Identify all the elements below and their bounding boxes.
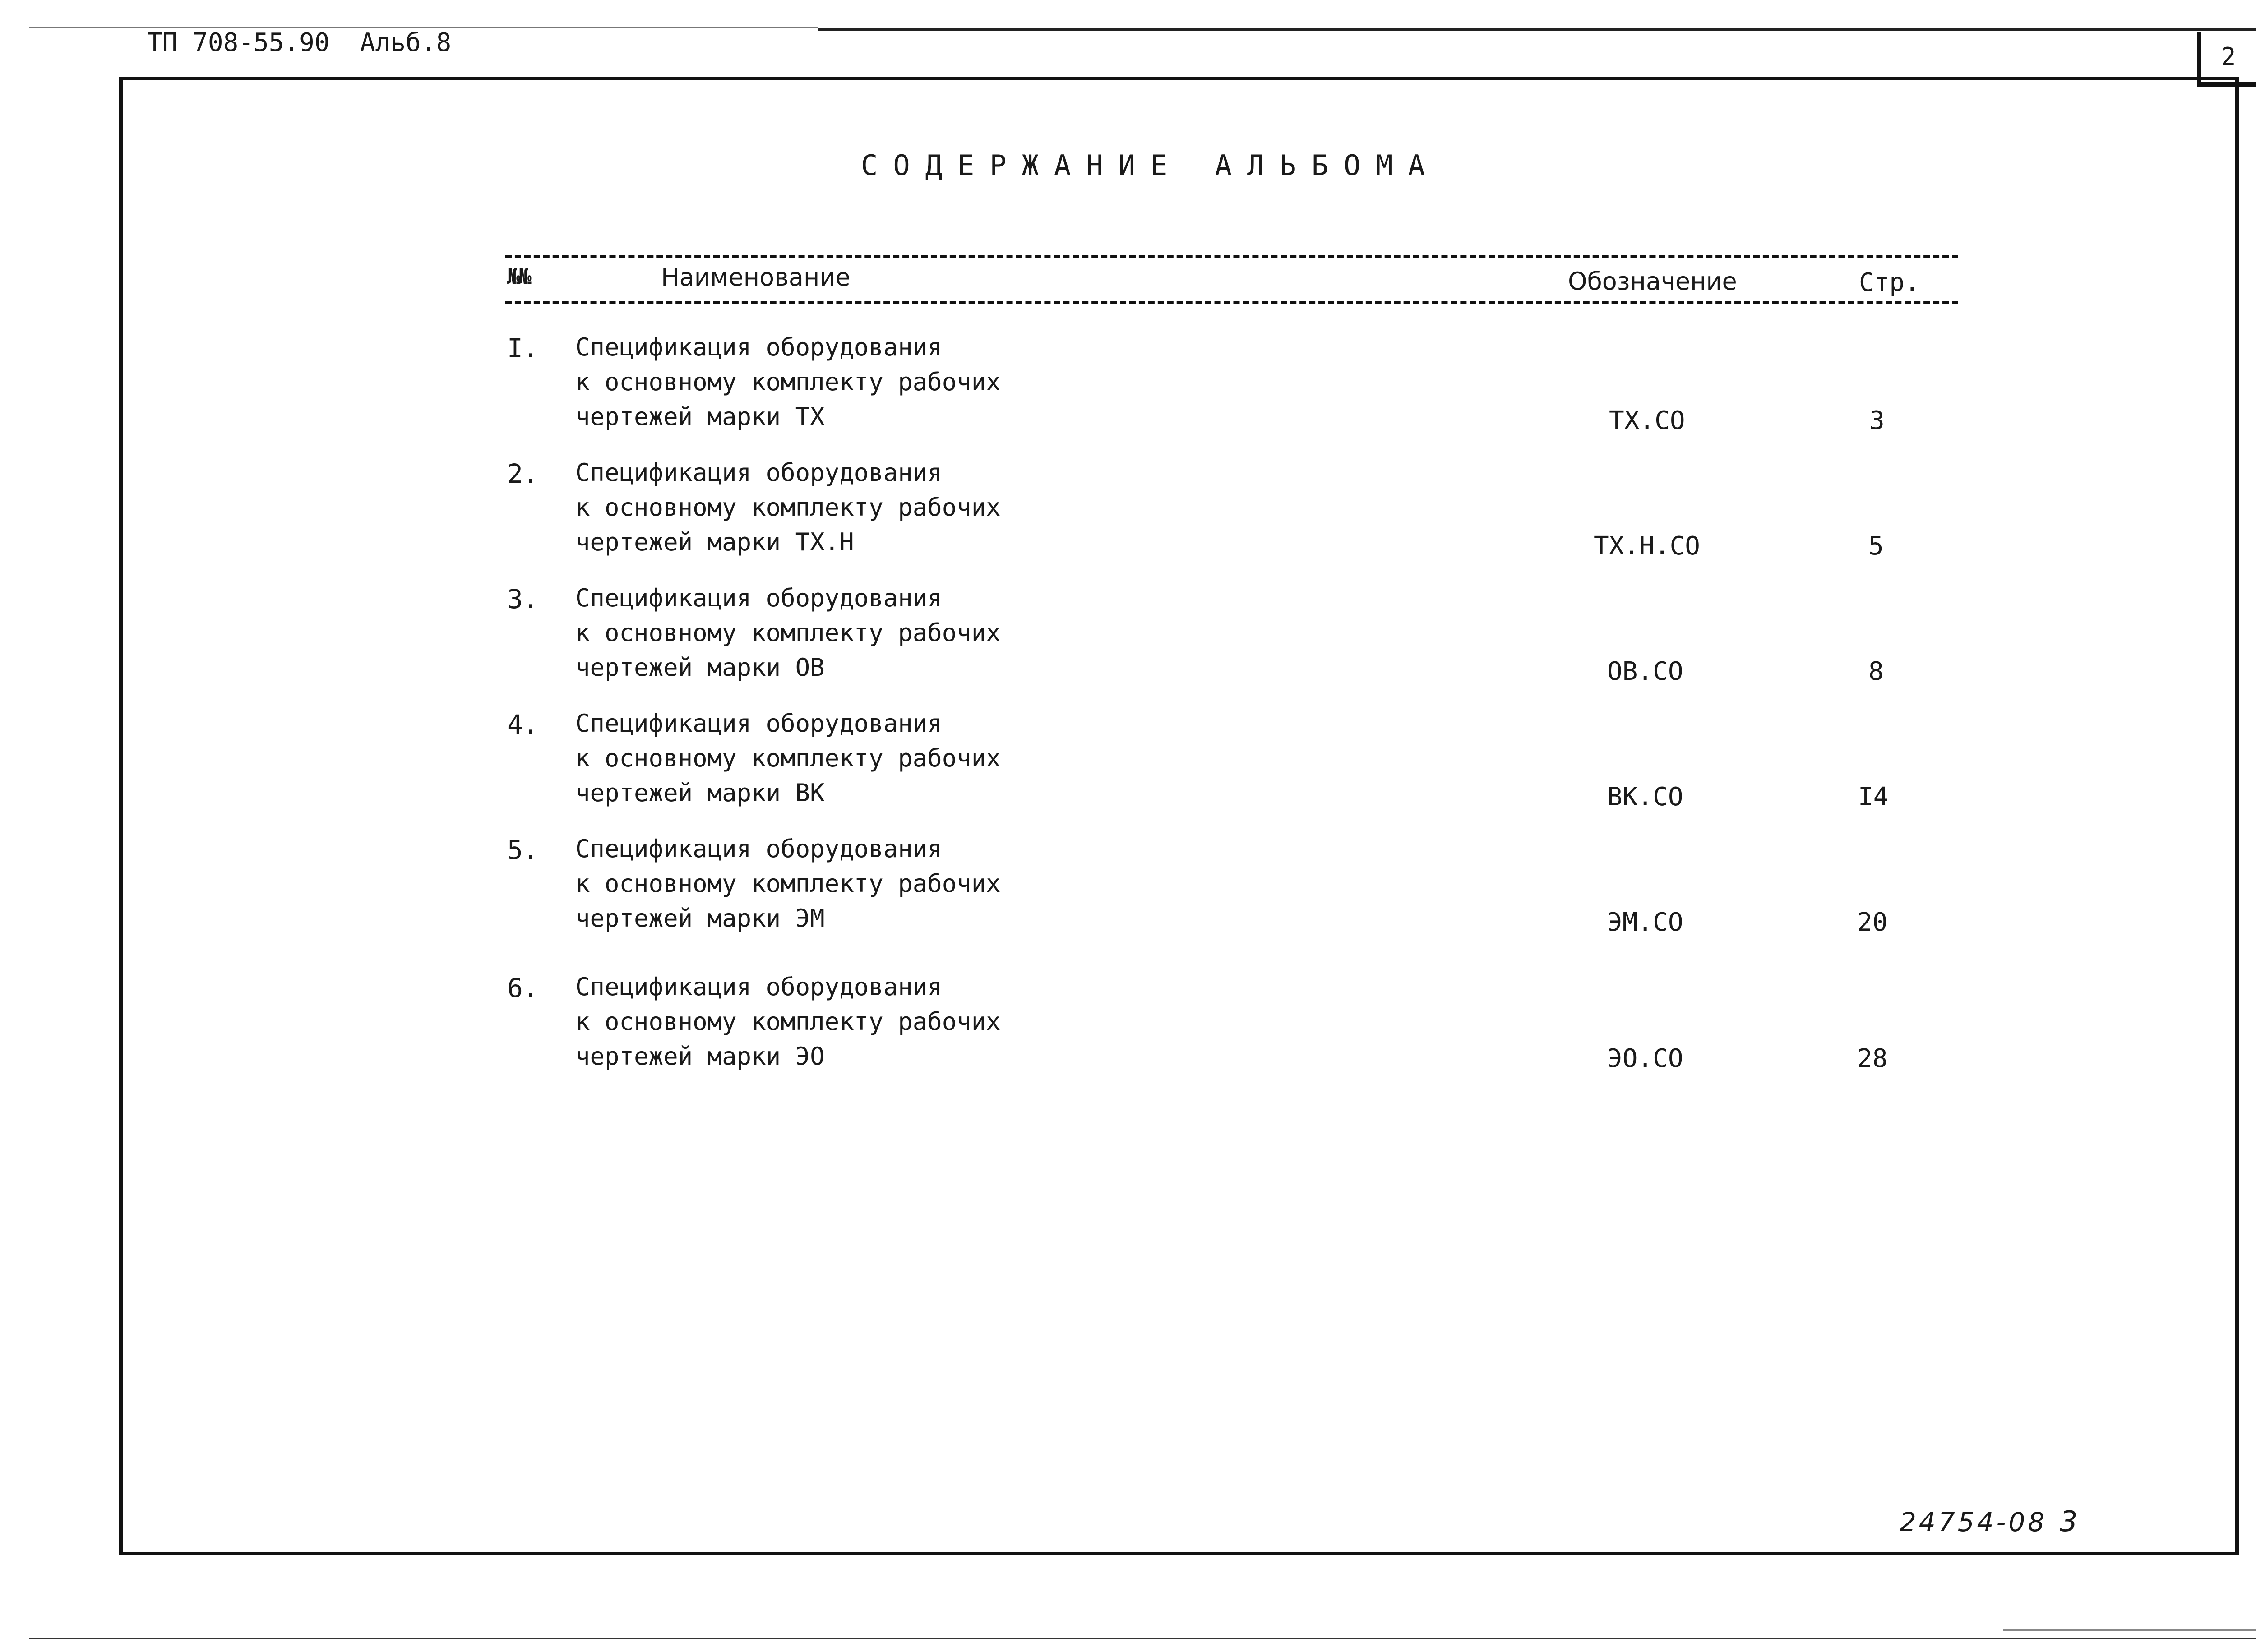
top-line-left (29, 27, 818, 28)
row-2-name-line-3: чертежей марки ТХ.Н (575, 528, 854, 556)
row-5-page: 20 (1857, 908, 1888, 937)
row-1-designation: ТХ.СО (1609, 406, 1685, 435)
page-number: 2 (2221, 42, 2236, 71)
row-2-name-line-1: Спецификация оборудования (575, 458, 942, 487)
row-3-page: 8 (1868, 657, 1884, 686)
column-header-number: №№ (507, 264, 530, 289)
row-3-name-line-1: Спецификация оборудования (575, 584, 942, 612)
header-dashed-top (505, 255, 1958, 258)
row-3-name-line-3: чертежей марки ОВ (575, 653, 825, 682)
row-1-name-line-2: к основному комплекту рабочих (575, 368, 1001, 396)
row-5-designation: ЭМ.СО (1607, 908, 1683, 937)
row-1-page: 3 (1869, 406, 1885, 435)
row-5-name-line-3: чертежей марки ЭМ (575, 904, 825, 932)
column-header-designation: Обозначение (1568, 267, 1737, 295)
row-4-designation: ВК.СО (1607, 782, 1683, 812)
row-5-name-line-2: к основному комплекту рабочих (575, 869, 1001, 898)
row-4-name-line-2: к основному комплекту рабочих (575, 744, 1001, 772)
row-3-number: 3. (507, 584, 539, 614)
frame-corner-line (2197, 84, 2256, 87)
album-label: Альб.8 (360, 28, 452, 57)
row-3-name-line-2: к основному комплекту рабочих (575, 618, 1001, 647)
row-6-page: 28 (1857, 1044, 1888, 1073)
sheet-number: 3 (2060, 1505, 2078, 1538)
column-header-page: Стр. (1859, 268, 1920, 297)
top-line-right (818, 28, 2256, 31)
row-6-number: 6. (507, 973, 539, 1003)
project-code: ТП 708-55.90 (147, 28, 330, 57)
page-title: СОДЕРЖАНИЕ АЛЬБОМА (861, 149, 1440, 182)
row-6-name-line-3: чертежей марки ЭО (575, 1042, 825, 1071)
row-4-name-line-3: чертежей марки ВК (575, 779, 825, 807)
row-2-number: 2. (507, 458, 539, 489)
row-4-page: I4 (1858, 782, 1889, 812)
row-3-designation: ОВ.СО (1607, 657, 1683, 686)
bottom-line (29, 1638, 2256, 1639)
row-5-name-line-1: Спецификация оборудования (575, 835, 942, 863)
row-6-designation: ЭО.СО (1607, 1044, 1683, 1073)
row-2-page: 5 (1868, 531, 1884, 561)
row-6-name-line-1: Спецификация оборудования (575, 973, 942, 1001)
bottom-line-shadow (2003, 1629, 2256, 1631)
drawing-frame (119, 77, 2239, 1555)
inventory-number: 24754-08 (1900, 1507, 2048, 1537)
header-dashed-bottom (505, 301, 1958, 304)
row-2-name-line-2: к основному комплекту рабочих (575, 493, 1001, 521)
row-6-name-line-2: к основному комплекту рабочих (575, 1007, 1001, 1036)
row-4-number: 4. (507, 709, 539, 740)
row-1-number: I. (507, 333, 539, 364)
column-header-name: Наименование (661, 263, 851, 291)
document-code (147, 28, 451, 57)
row-1-name-line-3: чертежей марки ТХ (575, 402, 825, 431)
row-2-designation: ТХ.Н.СО (1594, 531, 1701, 561)
row-1-name-line-1: Спецификация оборудования (575, 333, 942, 361)
row-4-name-line-1: Спецификация оборудования (575, 709, 942, 738)
row-5-number: 5. (507, 835, 539, 865)
